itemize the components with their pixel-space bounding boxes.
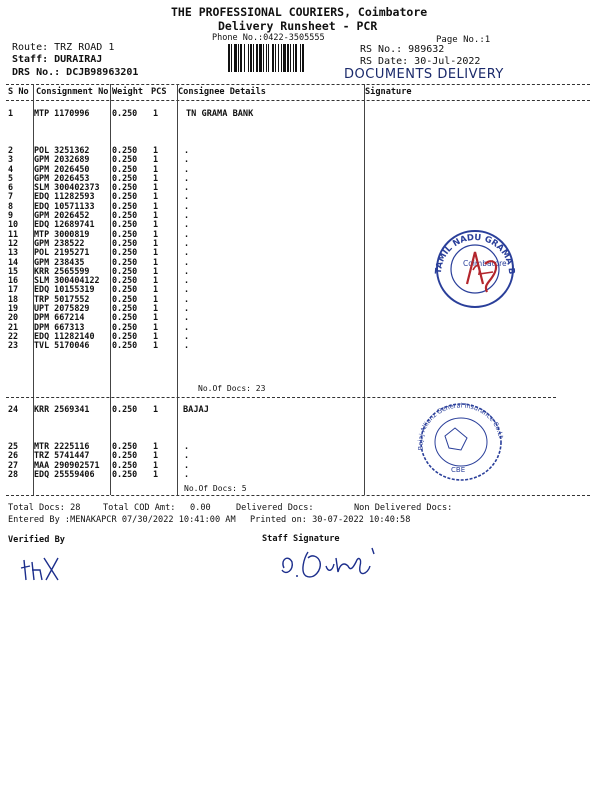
pcs-cell: 1 [153, 210, 159, 221]
barcode [228, 44, 340, 72]
barcode-bar [228, 44, 230, 72]
weight-cell: 0.250 [112, 200, 138, 211]
drs-number: DRS No.: DCJB98963201 [12, 67, 139, 78]
barcode-bar [295, 44, 297, 72]
group1-first-sno: 1 [8, 108, 14, 118]
sno-cell: 22 [8, 330, 19, 341]
sno-cell: 21 [8, 321, 19, 332]
weight-cell: 0.250 [112, 312, 138, 323]
barcode-bar [300, 44, 301, 72]
barcode-bar [281, 44, 282, 72]
svg-text:TAMIL NADU GRAMA BANK: TAMIL NADU GRAMA B [433, 232, 517, 275]
pcs-cell: 1 [153, 468, 159, 479]
pcs-cell: 1 [153, 441, 159, 451]
pcs-cell: 1 [153, 459, 159, 470]
sno-cell: 23 [8, 340, 19, 351]
consignee-dot-cell: . [184, 256, 190, 267]
barcode-bar [253, 44, 254, 72]
sno-cell: 5 [8, 172, 14, 183]
pcs-cell: 1 [153, 154, 159, 165]
group2-first-wt: 0.250 [112, 404, 138, 414]
sno-cell: 26 [8, 450, 19, 461]
divider [6, 84, 590, 85]
group2-first-sno: 24 [8, 404, 19, 414]
pcs-cell: 1 [153, 191, 159, 202]
weight-cell: 0.250 [112, 459, 138, 470]
consignment-cell: GPM 2026452 [34, 210, 90, 221]
barcode-bar [283, 44, 286, 72]
weight-cell: 0.250 [112, 265, 138, 276]
consignee-dot-cell: . [184, 340, 190, 351]
barcode-bar [272, 44, 274, 72]
weight-cell: 0.250 [112, 340, 138, 351]
barcode-bar [231, 44, 232, 72]
col-header-weight: Weight [112, 87, 144, 97]
group1-consignee: TN GRAMA BANK [186, 109, 254, 119]
consignment-cell: MAA 290902571 [34, 459, 100, 470]
column-separator [177, 84, 178, 495]
weight-cell: 0.250 [112, 247, 138, 258]
col-header-signature: Signature [365, 87, 412, 97]
group1-no-of-docs: No.Of Docs: 23 [198, 384, 266, 393]
pcs-cell: 1 [153, 228, 159, 239]
consignment-cell: TRP 5017552 [34, 293, 90, 304]
pcs-cell: 1 [153, 145, 159, 155]
divider [6, 100, 590, 101]
consignee-dot-cell: . [184, 154, 190, 165]
barcode-bar [293, 44, 294, 72]
pcs-cell: 1 [153, 237, 159, 248]
sno-cell: 25 [8, 441, 19, 451]
group2-consignee-column [184, 442, 189, 479]
sno-cell: 4 [8, 163, 14, 174]
weight-cell: 0.250 [112, 191, 138, 202]
sno-cell: 14 [8, 256, 19, 267]
weight-cell: 0.250 [112, 219, 138, 230]
consignee-dot-cell: . [184, 441, 190, 451]
consignment-cell: MTR 2225116 [34, 441, 90, 451]
sno-cell: 16 [8, 275, 19, 286]
weight-cell: 0.250 [112, 321, 138, 332]
consignment-cell: UPT 2075829 [34, 303, 90, 314]
pcs-cell: 1 [153, 219, 159, 230]
consignment-cell: SLM 300404122 [34, 275, 100, 286]
consignment-cell: DPM 667313 [34, 321, 85, 332]
sno-cell: 9 [8, 210, 14, 221]
verified-by-label: Verified By [8, 535, 65, 545]
sno-cell: 28 [8, 468, 19, 479]
sno-cell: 18 [8, 293, 19, 304]
consignment-cell: GPM 238435 [34, 256, 85, 267]
phone-number: Phone No.:0422-3505555 [212, 33, 325, 43]
group2-consignee: BAJAJ [183, 405, 209, 415]
sno-cell: 3 [8, 154, 14, 165]
consignment-cell: EDQ 25559406 [34, 468, 95, 479]
group1-consignment-column [34, 146, 100, 351]
consignee-dot-cell: . [184, 459, 190, 470]
consignee-dot-cell: . [184, 219, 190, 230]
pcs-cell: 1 [153, 275, 159, 286]
weight-cell: 0.250 [112, 303, 138, 314]
consignee-dot-cell: . [184, 172, 190, 183]
pcs-cell: 1 [153, 163, 159, 174]
barcode-bar [287, 44, 289, 72]
weight-cell: 0.250 [112, 275, 138, 286]
group1-pcs-column [153, 146, 158, 351]
consignment-cell: POL 2195271 [34, 247, 90, 258]
sno-cell: 6 [8, 182, 14, 193]
barcode-bar [250, 44, 252, 72]
documents-delivery-stamp-title: DOCUMENTS DELIVERY [344, 67, 504, 82]
consignment-cell: TVL 5170046 [34, 340, 90, 351]
consignment-cell: GPM 238522 [34, 237, 85, 248]
consignee-dot-cell: . [184, 284, 190, 295]
barcode-bar [248, 44, 249, 72]
barcode-bar [263, 44, 264, 72]
svg-text:CBE: CBE [451, 466, 466, 474]
consignee-dot-cell: . [184, 321, 190, 332]
group1-weight-column [112, 146, 137, 351]
consignee-dot-cell: . [184, 247, 190, 258]
total-cod-value: 0.00 [190, 503, 211, 513]
barcode-bar [268, 44, 269, 72]
barcode-bar [240, 44, 242, 72]
weight-cell: 0.250 [112, 210, 138, 221]
consignee-dot-cell: . [184, 293, 190, 304]
consignee-dot-cell: . [184, 163, 190, 174]
sno-cell: 13 [8, 247, 19, 258]
weight-cell: 0.250 [112, 154, 138, 165]
pcs-cell: 1 [153, 284, 159, 295]
pcs-cell: 1 [153, 256, 159, 267]
group1-first-wt: 0.250 [112, 108, 138, 118]
entered-by: Entered By :MENAKAPCR 07/30/2022 10:41:00 AM [8, 515, 236, 525]
consignee-dot-cell: . [184, 210, 190, 221]
weight-cell: 0.250 [112, 182, 138, 193]
column-separator [110, 84, 111, 495]
rs-number: RS No.: 989632 [360, 44, 445, 55]
weight-cell: 0.250 [112, 284, 138, 295]
group2-first-cn: KRR 2569341 [34, 404, 90, 414]
col-header-consignment: Consignment No [36, 87, 109, 97]
pcs-cell: 1 [153, 340, 159, 351]
sno-cell: 11 [8, 228, 19, 239]
pcs-cell: 1 [153, 293, 159, 304]
sno-cell: 7 [8, 191, 14, 202]
divider [6, 495, 590, 496]
consignment-cell: EDQ 12689741 [34, 219, 95, 230]
col-header-consignee: Consignee Details [178, 87, 266, 97]
pcs-cell: 1 [153, 247, 159, 258]
consignment-cell: TRZ 5741447 [34, 450, 90, 461]
sno-cell: 2 [8, 145, 14, 155]
svg-text:Bajaj Allianz General Insuranc: Bajaj Allianz General Insurance Co.Lt [416, 401, 505, 451]
weight-cell: 0.250 [112, 256, 138, 267]
sno-cell: 15 [8, 265, 19, 276]
weight-cell: 0.250 [112, 450, 138, 461]
grama-bank-stamp [425, 222, 525, 312]
barcode-bar [290, 44, 291, 72]
group2-no-of-docs: No.Of Docs: 5 [184, 484, 247, 493]
printed-on: Printed on: 30-07-2022 10:40:58 [250, 515, 411, 525]
consignee-dot-cell: . [184, 450, 190, 461]
sno-cell: 27 [8, 459, 19, 470]
group2-sno-column [8, 442, 18, 479]
verified-signature [18, 550, 68, 586]
page-number: Page No.:1 [436, 35, 491, 45]
rs-date: RS Date: 30-Jul-2022 [360, 56, 481, 67]
consignee-dot-cell: . [184, 275, 190, 286]
sno-cell: 19 [8, 303, 19, 314]
runsheet-title: Delivery Runsheet - PCR [218, 19, 378, 33]
consignment-cell: GPM 2026450 [34, 163, 90, 174]
consignee-dot-cell: . [184, 145, 190, 155]
group1-first-pcs: 1 [153, 108, 159, 118]
bajaj-allianz-stamp [405, 398, 515, 484]
consignee-dot-cell: . [184, 200, 190, 211]
consignment-cell: KRR 2565599 [34, 265, 90, 276]
sno-cell: 8 [8, 200, 14, 211]
group2-consignment-column [34, 442, 100, 479]
delivered-docs: Delivered Docs: [236, 503, 314, 513]
pcs-cell: 1 [153, 321, 159, 332]
consignment-cell: SLM 300402373 [34, 182, 100, 193]
group1-first-cn: MTP 1170996 [34, 108, 90, 118]
column-separator [364, 84, 365, 495]
consignment-cell: EDQ 10571133 [34, 200, 95, 211]
sno-cell: 20 [8, 312, 19, 323]
consignee-dot-cell: . [184, 468, 190, 479]
staff-signature-label: Staff Signature [262, 534, 340, 544]
group2-weight-column [112, 442, 137, 479]
barcode-bar [278, 44, 279, 72]
consignee-dot-cell: . [184, 237, 190, 248]
sno-cell: 17 [8, 284, 19, 295]
weight-cell: 0.250 [112, 293, 138, 304]
weight-cell: 0.250 [112, 441, 138, 451]
barcode-bar [256, 44, 258, 72]
consignment-cell: EDQ 11282593 [34, 191, 95, 202]
barcode-bar [234, 44, 237, 72]
consignment-cell: EDQ 11282140 [34, 330, 95, 341]
consignment-cell: EDQ 10155319 [34, 284, 95, 295]
group2-first-pcs: 1 [153, 404, 159, 414]
staff-name: Staff: DURAIRAJ [12, 54, 103, 65]
consignee-dot-cell: . [184, 228, 190, 239]
barcode-bar [244, 44, 245, 72]
consignment-cell: GPM 2032689 [34, 154, 90, 165]
pcs-cell: 1 [153, 200, 159, 211]
weight-cell: 0.250 [112, 145, 138, 155]
barcode-bar [238, 44, 239, 72]
pcs-cell: 1 [153, 450, 159, 461]
weight-cell: 0.250 [112, 228, 138, 239]
pcs-cell: 1 [153, 265, 159, 276]
barcode-bar [275, 44, 276, 72]
pcs-cell: 1 [153, 330, 159, 341]
consignee-dot-cell: . [184, 265, 190, 276]
consignee-dot-cell: . [184, 182, 190, 193]
weight-cell: 0.250 [112, 237, 138, 248]
svg-text:Coimbatore: Coimbatore [463, 259, 507, 268]
pcs-cell: 1 [153, 172, 159, 183]
total-cod-label: Total COD Amt: [103, 503, 176, 513]
weight-cell: 0.250 [112, 163, 138, 174]
sno-cell: 10 [8, 219, 19, 230]
non-delivered-docs: Non Delivered Docs: [354, 503, 453, 513]
pcs-cell: 1 [153, 303, 159, 314]
route: Route: TRZ ROAD 1 [12, 42, 115, 53]
group1-consignee-column [184, 146, 189, 351]
barcode-bar [302, 44, 304, 72]
company-name: THE PROFESSIONAL COURIERS, Coimbatore [171, 5, 428, 19]
consignment-cell: GPM 2026453 [34, 172, 90, 183]
pcs-cell: 1 [153, 182, 159, 193]
barcode-bar [266, 44, 267, 72]
pcs-cell: 1 [153, 312, 159, 323]
weight-cell: 0.250 [112, 172, 138, 183]
consignee-dot-cell: . [184, 191, 190, 202]
weight-cell: 0.250 [112, 468, 138, 479]
weight-cell: 0.250 [112, 330, 138, 341]
consignee-dot-cell: . [184, 330, 190, 341]
consignment-cell: POL 3251362 [34, 145, 90, 155]
consignment-cell: MTP 3000819 [34, 228, 90, 239]
col-header-pcs: PCS [151, 87, 167, 97]
consignee-dot-cell: . [184, 312, 190, 323]
consignment-cell: DPM 667214 [34, 312, 85, 323]
group2-pcs-column [153, 442, 158, 479]
staff-handwritten-signature [278, 540, 388, 584]
barcode-bar [259, 44, 262, 72]
total-docs: Total Docs: 28 [8, 503, 81, 513]
consignee-dot-cell: . [184, 303, 190, 314]
group1-sno-column [8, 146, 18, 351]
sno-cell: 12 [8, 237, 19, 248]
col-header-sno: S No [8, 87, 29, 97]
